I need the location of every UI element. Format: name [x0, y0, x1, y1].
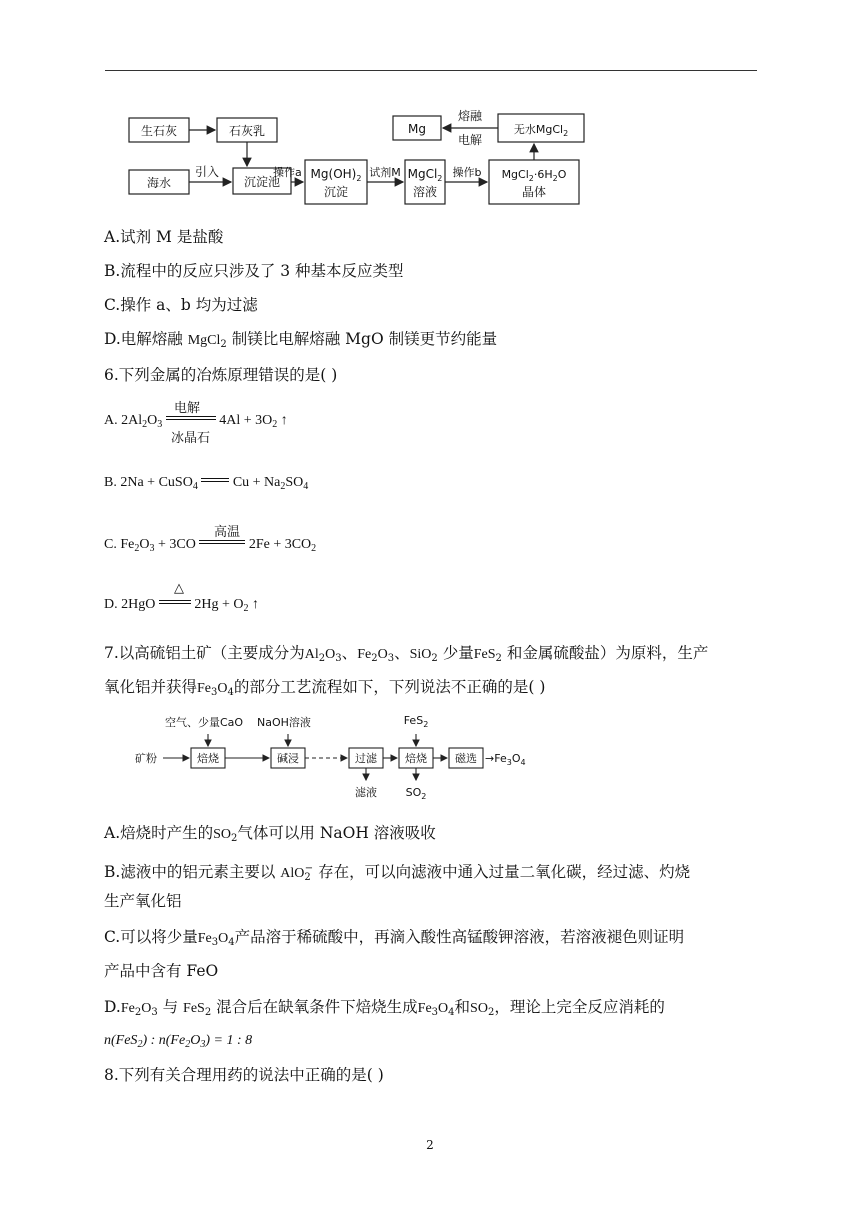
q6-a-cond-top: 电解	[174, 401, 201, 416]
label-quicklime: 生石灰	[140, 124, 178, 138]
q6-d-cond: △	[174, 581, 184, 596]
q7-stem-line1: 7.以高硫铝土矿（主要成分为$Al_2O_3$、$Fe_2O_3$、SiO$_2$ 少量FeS$_2$ 和金属硫酸盐）为原料，生产	[104, 644, 709, 664]
q7-option-d-line2: n(FeS$_2$) : $n(Fe_2O_3) = 1$ : 8	[104, 1033, 253, 1050]
q6-a-cond-bottom: 冰晶石	[171, 431, 211, 446]
alumina-process-flowchart	[135, 708, 555, 808]
q6-option-c: C. $Fe_2O_3 + 3CO$ $2Fe + 3CO_2$	[104, 537, 317, 554]
q6-stem: 6.下列金属的冶炼原理错误的是( )	[104, 366, 338, 384]
label-crystal: 晶体	[521, 185, 547, 199]
label-fused: 熔融	[457, 109, 483, 123]
label-mg: Mg	[408, 122, 426, 136]
q6-c-cond: 高温	[214, 525, 241, 540]
q6-option-a: A. $2Al_2O_3$ $4Al + 3O_2$ ↑	[104, 413, 288, 430]
label-leach: 碱浸	[277, 752, 299, 765]
label-intro: 引入	[194, 165, 220, 179]
label-mgoh2: $Mg(OH)_2$	[310, 167, 362, 183]
q5-option-d: D.电解熔融 MgCl$_2$ 制镁比电解熔融 MgO 制镁更节约能量	[104, 330, 498, 350]
q7-option-b-line1: B.滤液中的铝元素主要以 AlO$_2$− 存在，可以向滤液中通入过量二氧化碳，经过滤、灼烧	[104, 863, 691, 883]
label-fes2: FeS$_2$	[403, 714, 429, 729]
label-limemilk: 石灰乳	[228, 124, 266, 138]
q5-option-c: C.操作 a、b 均为过滤	[104, 296, 258, 314]
q8-stem: 8.下列有关合理用药的说法中正确的是( )	[104, 1066, 384, 1084]
label-mgcl2: MgCl$_2$	[407, 167, 443, 183]
label-solution: 溶液	[412, 185, 438, 199]
label-tank: 沉淀池	[243, 175, 281, 189]
label-magsep: 磁选	[455, 752, 477, 765]
label-roast1: 焙烧	[197, 752, 219, 765]
label-product: $\to Fe_3O_4$	[485, 752, 526, 767]
label-precip: 沉淀	[323, 185, 349, 199]
label-naoh: NaOH溶液	[257, 716, 311, 729]
q7-option-a: A.焙烧时产生的$SO_2$气体可以用 NaOH 溶液吸收	[104, 824, 436, 844]
q7-stem-line2: 氧化铝并获得$Fe_3O_4$的部分工艺流程如下，下列说法不正确的是( )	[104, 678, 546, 698]
q5-option-a: A.试剂 M 是盐酸	[104, 228, 224, 246]
q7-option-c-line2: 产品中含有 FeO	[104, 962, 219, 980]
q7-option-c-line1: C.可以将少量$Fe_3O_4$产品溶于稀硫酸中，再滴入酸性高锰酸钾溶液，若溶液褪色则证明	[104, 928, 685, 948]
label-hydrate: $MgCl_2\cdot 6H_2O$	[501, 168, 567, 183]
q7-option-b-line2: 生产氧化铝	[104, 892, 182, 910]
label-reagent: 试剂M	[369, 166, 401, 179]
q5-option-b: B.流程中的反应只涉及了 3 种基本反应类型	[104, 262, 404, 280]
label-anhydrous: 无水MgCl$_2$	[513, 123, 569, 138]
header-rule	[105, 70, 757, 71]
q6-option-d: D. 2HgO $2Hg + O_2$ ↑	[104, 597, 259, 614]
label-roast2: 焙烧	[405, 752, 427, 765]
label-electrolysis: 电解	[457, 133, 483, 147]
label-so2: $SO_2$	[405, 786, 427, 801]
mg-extraction-flowchart	[125, 106, 585, 206]
label-op-b: 操作b	[452, 166, 482, 179]
q6-option-b: B. 2Na + CuSO$_4$ $Cu + Na_2SO_4$	[104, 475, 309, 492]
label-filtrate: 滤液	[355, 786, 377, 799]
label-seawater: 海水	[146, 176, 172, 190]
label-air: 空气、少量CaO	[165, 716, 244, 729]
label-op-a: 操作a	[273, 166, 302, 179]
q7-option-d-line1: $D.Fe_2O_3$ 与 FeS$_2$ 混合后在缺氧条件下焙烧生成$Fe_3O_4$和$SO_2$，理论上完全反应消耗的	[104, 998, 665, 1018]
label-ore: 矿粉	[135, 752, 157, 765]
page-number: 2	[426, 1138, 434, 1152]
label-filter: 过滤	[355, 752, 377, 765]
